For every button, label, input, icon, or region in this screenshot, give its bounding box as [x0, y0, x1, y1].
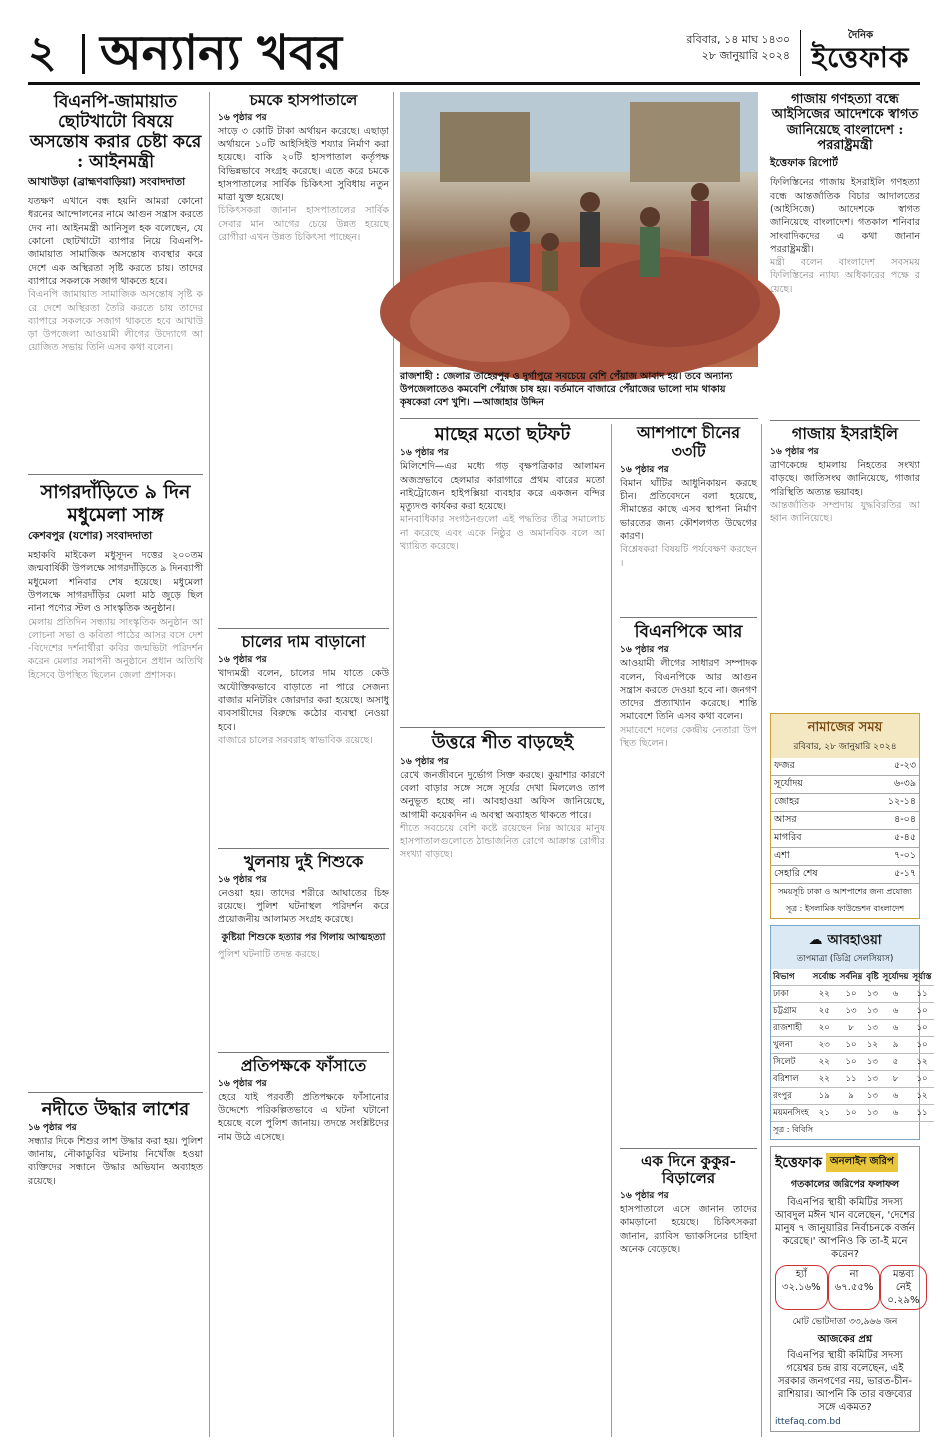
weather-cell: ৬ [881, 1087, 911, 1104]
weather-col-header: সর্বোচ্চ [811, 969, 838, 986]
bnp-aar-body: আওয়ামী লীগের সাধারণ সম্পাদক বলেন, বিএনপিকে আর আগুন সন্ত্রাস করতে দেওয়া হবে না। জনগণ তাদের প্রত্যাখ্যান করেছে। শান্তি সমাবেশে তিনি এসব কথা বলেন। [620, 658, 757, 723]
poll-header [775, 1151, 915, 1175]
ashrompe-headline[interactable]: আশপাশে চীনের ৩৩টি [636, 423, 741, 461]
kukur-body: হাসপাতালে এসে জানান তাদের কামড়ানো হয়েছে। চিকিৎসকরা জানান, র‍্যাবিস ভ্যাকসিনের চাহিদা অনেক বেড়েছে। [620, 1204, 757, 1256]
bnp-headline[interactable]: বিএনপি-জামায়াত ছোটখাটো বিষয়ে অসন্তোষ করার চেষ্টা করে : আইনমন্ত্রী [29, 92, 202, 173]
bnp-body-fill: বিএনপি জামায়াত সামাজিক অসন্তোষ সৃষ্টি করে দেশে অস্থিরতা তৈরি করতে চায় তাদের ব্যাপারে সকলকে সজাগ থাকতে হবে আখাউড়া উপজেলা আওয়ামী লীগের উদ্যোগে আয়োজিত সভায় তিনি এসব কথা বলেন। [28, 289, 203, 354]
column-right [766, 92, 932, 1437]
weather-cell: ১০ [838, 985, 865, 1002]
weather-cell: ১১ [838, 1070, 865, 1087]
weather-row [771, 1002, 934, 1019]
gaza-israel-body-fill: আন্তর্জাতিক সম্প্রদায় যুদ্ধবিরতির আহ্বান জানিয়েছে। [770, 499, 920, 525]
prayer-row [771, 775, 919, 793]
gaza-body-fill: মন্ত্রী বলেন বাংলাদেশ সবসময় ফিলিস্তিনের ন্যায্য অধিকারের পক্ষে রয়েছে। [770, 257, 920, 295]
weather-cell: ১০ [838, 1036, 865, 1053]
onion-market-photo[interactable] [400, 92, 758, 367]
nodi-continued: ১৬ পৃষ্ঠার পর [28, 1122, 77, 1133]
divider [400, 418, 758, 419]
weather-cell: বরিশাল [771, 1070, 811, 1087]
weather-cell: ১০ [910, 1036, 933, 1053]
date-english: ২৮ জানুয়ারি ২০২৪ [701, 49, 790, 62]
weather-cell: ২৫ [811, 1002, 838, 1019]
weather-row [771, 1087, 934, 1104]
prayer-row [771, 811, 919, 829]
poll-today-question: বিএনপির স্থায়ী কমিটির সদস্য গয়েশ্বর চন্দ্র রায় বলেছেন, এই সরকার জনগণের নয়, ভারত-চীন-রাশিয়ার। আপনি কি তার বক্তব্যের সঙ্গে একমত? [777, 1349, 913, 1413]
prayer-name: সূর্যোদয় [771, 775, 859, 793]
weather-table [771, 969, 934, 1122]
weather-cell: ২০ [811, 1019, 838, 1036]
weather-cell: ১৩ [864, 1053, 880, 1070]
prayer-name: সেহারি শেষ [771, 865, 859, 883]
weather-col-header: সর্বনিম্ন [838, 969, 865, 986]
khulna-continued: ১৬ পৃষ্ঠার পর [218, 874, 267, 885]
mach-headline[interactable]: মাছের মতো ছটফট [434, 424, 571, 445]
weather-cell: ১১ [910, 985, 933, 1002]
logo-prefix: দৈনিক [847, 30, 874, 41]
uttor-continued: ১৬ পৃষ্ঠার পর [400, 756, 449, 767]
sagardari-body: মহাকবি মাইকেল মধুসূদন দত্তের ২০০তম জন্মবার্ষিকী উপলক্ষে সাগরদাঁড়িতে ৯ দিনব্যাপী মধুমেলা শনিবার শেষ হয়েছে। মধুমেলা উপলক্ষে সাগরদাঁড়ির মেলা মাঠ জুড়ে ছিল নানা পণ্যের স্টল ও সাংস্কৃতিক অনুষ্ঠান। [28, 550, 203, 615]
poll-prev-question: বিএনপির স্থায়ী কমিটির সদস্য আবদুল মঈন খান বলেছেন, 'দেশের মানুষ ৭ জানুয়ারির নির্বাচনকে বর্জন করেছে।' আপনিও কি তা-ই মনে করেন? [775, 1196, 915, 1260]
weather-cell: ১৩ [864, 1019, 880, 1036]
weather-cell: চট্টগ্রাম [771, 1002, 811, 1019]
weather-cell: ৮ [881, 1070, 911, 1087]
weather-cell: ১৩ [864, 1070, 880, 1087]
logo-name: ইত্তেফাক [811, 41, 910, 74]
gaza-israel-headline[interactable]: গাজায় ইসরাইলি [791, 424, 899, 444]
weather-cell: ১০ [910, 1070, 933, 1087]
ashrompe-continued: ১৬ পৃষ্ঠার পর [620, 464, 669, 475]
prayer-header [771, 714, 919, 758]
photo-illustration [400, 92, 758, 367]
prayer-time: ৫-২৩ [859, 758, 919, 776]
prayer-note: সময়সূচি ঢাকা ও আশপাশের জন্য প্রযোজ্য [778, 886, 912, 896]
prayer-name: মাগরিব [771, 829, 859, 847]
ashrompe-body: বিমান ঘাঁটির আধুনিকায়ন করছে চীন। প্রতিবেদনে বলা হয়েছে, সীমান্তের কাছে এসব স্থাপনা নির্মাণ ভারতের জন্য কৌশলগত উদ্বেগের কারণ। [620, 477, 757, 542]
gaza-israel-continued: ১৬ পৃষ্ঠার পর [770, 446, 819, 457]
weather-cell: খুলনা [771, 1036, 811, 1053]
chal-body: খাদ্যমন্ত্রী বলেন, চালের দাম যাতে কেউ অযৌক্তিকভাবে বাড়াতে না পারে সেজন্য বাজার মনিটরিং জোরদার করা হয়েছে। অসাধু ব্যবসায়ীদের বিরুদ্ধে কঠোর ব্যবস্থা নেওয়া হবে। [218, 668, 389, 733]
prayer-source: সূত্র : ইসলামিক ফাউন্ডেশন বাংলাদেশ [785, 903, 905, 913]
divider [770, 420, 920, 421]
weather-cell: ১০ [838, 1053, 865, 1070]
prayer-row [771, 758, 919, 776]
divider [218, 1052, 389, 1053]
chal-body-fill: বাজারে চালের সরবরাহ স্বাভাবিক রয়েছে। [218, 734, 373, 746]
weather-header-row [771, 969, 934, 986]
weather-cell: ১৯ [811, 1087, 838, 1104]
weather-cell: ২২ [811, 1070, 838, 1087]
weather-col-header: বৃষ্টি [864, 969, 880, 986]
kukur-continued: ১৬ পৃষ্ঠার পর [620, 1191, 669, 1202]
prayer-time: ৬-৩৯ [859, 775, 919, 793]
bnp-aar-continued: ১৬ পৃষ্ঠার পর [620, 645, 669, 656]
kukur-headline[interactable]: এক দিনে কুকুর-বিড়ালের [641, 1151, 736, 1188]
prayer-row [771, 829, 919, 847]
weather-cell: ১৩ [838, 1002, 865, 1019]
page-number: ২ [28, 27, 59, 78]
weather-row [771, 1053, 934, 1070]
weather-cell: ১৩ [864, 1002, 880, 1019]
weather-subtitle: তাপমাত্রা (ডিগ্রি সেলসিয়াস) [796, 953, 894, 964]
weather-cell: ৫ [881, 1053, 911, 1070]
khulna-body: নেওয়া হয়। তাদের শরীরে আঘাতের চিহ্ন রয়েছে। পুলিশ ঘটনাস্থল পরিদর্শন করে প্রয়োজনীয় আলামত সংগ্রহ করেছে। [218, 887, 389, 926]
sagardari-byline: কেশবপুর (যশোর) সংবাদদাতা [28, 530, 153, 543]
photo-caption-text: রাজশাহী : জেলার তাহেরপুর ও দুর্গাপুরে সবচেয়ে বেশি পেঁয়াজ আবাদ হয়। তবে অন্যান্য উপজেলাতেও কমবেশি পেঁয়াজ চাষ হয়। বর্তমানে বাজারে পেঁয়াজের ভালো দাম থাকায় কৃষকেরা বেশ খুশি। [400, 371, 733, 408]
weather-col-header: সূর্যাস্ত [910, 969, 933, 986]
prayer-name: জোহর [771, 793, 859, 811]
weather-source: সূত্র : বিবিসি [773, 1124, 813, 1134]
prayer-time: ১২-১৪ [859, 793, 919, 811]
ashrompe-body-fill: বিশ্লেষকরা বিষয়টি পর্যবেক্ষণ করছেন। [620, 544, 757, 569]
gaza-israel-body: ত্রাণকেন্দ্রে হামলায় নিহতের সংখ্যা বাড়ছে। জাতিসংঘ জানিয়েছে, গাজার পরিস্থিতি অত্যন্ত ভয়াবহ। [770, 459, 920, 498]
poll-option-yes: হ্যাঁ ৩২.১৬% [775, 1265, 828, 1310]
bnp-aar-headline[interactable]: বিএনপিকে আর [634, 622, 743, 643]
column-mid-right [616, 424, 762, 1437]
column-second [214, 92, 394, 1437]
column-left [28, 92, 210, 1437]
prayer-row [771, 865, 919, 883]
chamok-body: সাড়ে ৩ কোটি টাকা অর্থায়ন করেছে। এছাড়া অর্থায়নে ১০টি আইসিইউ শয্যার নির্মাণ করা হয়েছে। বাকি ২০টি হাসপাতাল কর্তৃপক্ষ বিভিন্নভাবে সংগ্রহ করেছে। এতে করে চমকে হাসপাতালের সার্বিক চিকিৎসা সুবিধায় নতুন মাত্রা যুক্ত হয়েছে। [218, 125, 389, 204]
chamok-headline[interactable]: চমকে হাসপাতালে [249, 91, 358, 109]
weather-row [771, 1104, 934, 1121]
weather-row [771, 1019, 934, 1036]
gaza-body: ফিলিস্তিনের গাজায় ইসরাইলি গণহত্যা বন্ধে আন্তর্জাতিক বিচার আদালতের (আইসিজে) আদেশকে স্বাগত জানিয়েছে বাংলাদেশ। গতকাল শনিবার সাংবাদিকদের এ কথা জানান পররাষ্ট্রমন্ত্রী। [770, 177, 920, 255]
weather-cell: ৬ [881, 1019, 911, 1036]
khulna-headline[interactable]: খুলনায় দুই শিশুকে [243, 851, 364, 871]
chal-continued: ১৬ পৃষ্ঠার পর [218, 655, 267, 666]
nodi-headline[interactable]: নদীতে উদ্ধার লাশের [41, 1098, 190, 1120]
weather-cell: ৬ [881, 1104, 911, 1121]
date-block [630, 32, 790, 64]
poll-prev-label: গতকালের জরিপের ফলাফল [790, 1178, 900, 1190]
online-poll-box [770, 1146, 920, 1432]
mach-body-fill: মানবাধিকার সংগঠনগুলো এই পদ্ধতির তীব্র সমালোচনা করেছে এবং একে নিষ্ঠুর ও অমানবিক বলে আখ্যায়িত করেছে। [400, 514, 605, 553]
weather-cell: ময়মনসিংহ [771, 1104, 811, 1121]
bnp-body: যতক্ষণ এখানে বন্ধ হয়নি আমরা কোনো ধরনের আন্দোলনের নামে আগুন সন্ত্রাস করতে দেব না। আইনমন্ত্রী আনিসুল হক বলেছেন, যে কোনো ছোটখাটো ব্যাপার নিয়ে বিএনপি-জামায়াত সামাজিক অসন্তোষ ব্যবস্থার করে দেশে এক অস্থিরতা সৃষ্টি করতে চায়। তাদের ব্যাপারে সকলকে সজাগ থাকতে হবে। [28, 196, 203, 287]
chamok-body-fill: চিকিৎসকরা জানান হাসপাতালের সার্বিক সেবার মান আগের চেয়ে উন্নত হয়েছে রোগীরা এখন উন্নত চিকিৎসা পাচ্ছেন। [218, 205, 389, 244]
bnp-byline: আখাউড়া (ব্রাহ্মণবাড়িয়া) সংবাদদাতা [28, 176, 186, 189]
khulna-inset: কুষ্টিয়া শিশুকে হত্যার পর গিলায় আত্মহত্যা [221, 931, 386, 943]
prayer-row [771, 847, 919, 865]
poll-tag: অনলাইন জরিপ [826, 1153, 898, 1172]
photo-caption [400, 370, 758, 414]
weather-cell: ১২ [864, 1036, 880, 1053]
weather-row [771, 985, 934, 1002]
uttor-headline[interactable]: উত্তরে শীত বাড়ছেই [431, 732, 574, 754]
chal-headline[interactable]: চালের দাম বাড়ানো [241, 632, 366, 652]
weather-cell: ঢাকা [771, 985, 811, 1002]
weather-box [770, 925, 932, 1140]
weather-cell: ১১ [910, 1104, 933, 1121]
weather-cell: ২৩ [811, 1036, 838, 1053]
weather-cell: ২১ [811, 1104, 838, 1121]
section-title: অন্যান্য খবর [100, 25, 342, 81]
poll-option-no: না ৬৭.৫৫% [828, 1265, 881, 1310]
weather-cell: রাজশাহী [771, 1019, 811, 1036]
prayer-title: নামাজের সময় [807, 719, 883, 735]
prayer-date: রবিবার, ২৮ জানুয়ারি ২০২৪ [793, 741, 897, 752]
weather-col-header: বিভাগ [771, 969, 811, 986]
divider [620, 1148, 757, 1149]
khulna-body-fill: পুলিশ ঘটনাটি তদন্ত করছে। [218, 948, 320, 960]
weather-row [771, 1070, 934, 1087]
prayer-name: এশা [771, 847, 859, 865]
column-mid-left [400, 424, 612, 1437]
gaza-byline: ইত্তেফাক রিপোর্ট [770, 157, 838, 170]
weather-cell: ১০ [910, 1002, 933, 1019]
weather-cell: ১০ [838, 1104, 865, 1121]
weather-cell: ১০ [910, 1019, 933, 1036]
divider [218, 848, 389, 849]
uttor-body: রেখে জনজীবনে দুর্ভোগ সিক্ত করছে। কুয়াশার কারণে বেলা বাড়ার সঙ্গে সঙ্গে সূর্যের দেখা মিললেও তাপ অনুভূত হচ্ছে না। আবহাওয়া অফিস জানিয়েছে, আগামী কয়েকদিন এ অবস্থা অব্যাহত থাকতে পারে। [400, 769, 605, 821]
date-bangla: রবিবার, ১৪ মাঘ ১৪৩০ [686, 33, 790, 46]
mach-body: মিলিশেদি—এর মধ্যে গড় বৃক্ষপত্রিকার আলামন অজস্রভাবে হেলমার কারাগারে প্রথম বারের মতো নাইট্রোজেন হাইপক্সিয়া ব্যবহার করে একজন বন্দির মৃত্যুদণ্ড কার্যকর করা হয়েছে। [400, 461, 605, 513]
poll-url[interactable]: ittefaq.com.bd [775, 1416, 841, 1427]
weather-cell: ১২ [910, 1053, 933, 1070]
protipokkho-continued: ১৬ পৃষ্ঠার পর [218, 1078, 267, 1089]
weather-cell: ১৩ [864, 1104, 880, 1121]
weather-col-header: সূর্যোদয় [881, 969, 911, 986]
weather-cell: রংপুর [771, 1087, 811, 1104]
prayer-name: আসর [771, 811, 859, 829]
divider [218, 628, 389, 629]
weather-title: আবহাওয়া [827, 932, 882, 948]
masthead-logo[interactable] [800, 30, 920, 76]
weather-cell: ১৩ [864, 1087, 880, 1104]
weather-cell: ১৩ [864, 985, 880, 1002]
uttor-body-fill: শীতে সবচেয়ে বেশি কষ্টে রয়েছেন নিম্ন আয়ের মানুষ হাসপাতালগুলোতে ঠান্ডাজনিত রোগে আক্রান্ত রোগীর সংখ্যা বাড়ছে। [400, 822, 605, 861]
weather-cell: ৬ [881, 1002, 911, 1019]
weather-cell: ২২ [811, 985, 838, 1002]
prayer-table [771, 758, 919, 884]
prayer-time: ৫-৪৫ [859, 829, 919, 847]
mach-continued: ১৬ পৃষ্ঠার পর [400, 448, 449, 459]
prayer-row [771, 793, 919, 811]
divider [400, 727, 605, 728]
protipokkho-body: হেরে যাই পরবর্তী প্রতিপক্ষকে ফাঁসানোর উদ্দেশ্যে পরিকল্পিতভাবে এ ঘটনা ঘটানো হয়েছে বলে পুলিশ জানায়। তদন্তে সংশ্লিষ্টদের নাম উঠে এসেছে। [218, 1091, 389, 1143]
protipokkho-headline[interactable]: প্রতিপক্ষকে ফাঁসাতে [240, 1055, 367, 1075]
prayer-time: ৫-১৭ [859, 865, 919, 883]
divider [620, 617, 757, 618]
weather-cell: ২২ [811, 1053, 838, 1070]
prayer-times-box [770, 713, 920, 919]
divider [28, 474, 203, 475]
gaza-headline[interactable]: গাজায় গণহত্যা বন্ধে আইসিজের আদেশকে স্বাগত জানিয়েছে বাংলাদেশ : পররাষ্ট্রমন্ত্রী [771, 92, 919, 153]
header-divider [82, 34, 85, 74]
prayer-name: ফজর [771, 758, 859, 776]
prayer-time: ৭-০১ [859, 847, 919, 865]
sagardari-headline[interactable]: সাগরদাঁড়িতে ৯ দিন মধুমেলা সাঙ্গ [40, 481, 191, 526]
chamok-continued: ১৬ পৃষ্ঠার পর [218, 112, 267, 123]
divider [28, 1092, 203, 1093]
weather-cell: সিলেট [771, 1053, 811, 1070]
bnp-aar-body-fill: সমাবেশে দলের কেন্দ্রীয় নেতারা উপস্থিত ছিলেন। [620, 724, 757, 750]
weather-icon: ☁ [808, 931, 823, 948]
header-rule [28, 82, 920, 85]
nodi-body: সন্ধ্যার দিকে শিশুর লাশ উদ্ধার করা হয়। পুলিশ জানায়, নৌকাডুবির ঘটনায় নিখোঁজ হওয়া ব্যক্তিদের সন্ধানে উদ্ধার অভিযান অব্যাহত রয়েছে। [28, 1135, 203, 1187]
poll-logo: ইত্তেফাক [775, 1154, 823, 1171]
poll-today-label: আজকের প্রশ্ন [817, 1333, 873, 1345]
photo-credit: —আজাহার উদ্দিন [473, 397, 544, 408]
weather-cell: ১২ [910, 1087, 933, 1104]
weather-row [771, 1036, 934, 1053]
weather-header [771, 926, 919, 969]
sagardari-body-fill: মেলায় প্রতিদিন সন্ধ্যায় সাংস্কৃতিক অনুষ্ঠান আলোচনা সভা ও কবিতা পাঠের আসর বসে দেশ-বিদেশের দর্শনার্থীরা কবির জন্মভিটা পরিদর্শন করেন মেলার সমাপনী অনুষ্ঠানে প্রধান অতিথি হিসেবে উপস্থিত ছিলেন জেলা প্রশাসক। [28, 616, 203, 681]
poll-total: মোট ভোটদাতা ৩৩,৯৬৬ জন [792, 1316, 898, 1327]
weather-cell: ৯ [838, 1087, 865, 1104]
weather-cell: ৯ [881, 1036, 911, 1053]
weather-cell: ৬ [881, 985, 911, 1002]
prayer-time: ৪-০৪ [859, 811, 919, 829]
weather-cell: ৮ [838, 1019, 865, 1036]
poll-option-neutral: মন্তব্য নেই ০.২৯% [880, 1265, 926, 1310]
poll-results [775, 1265, 920, 1310]
